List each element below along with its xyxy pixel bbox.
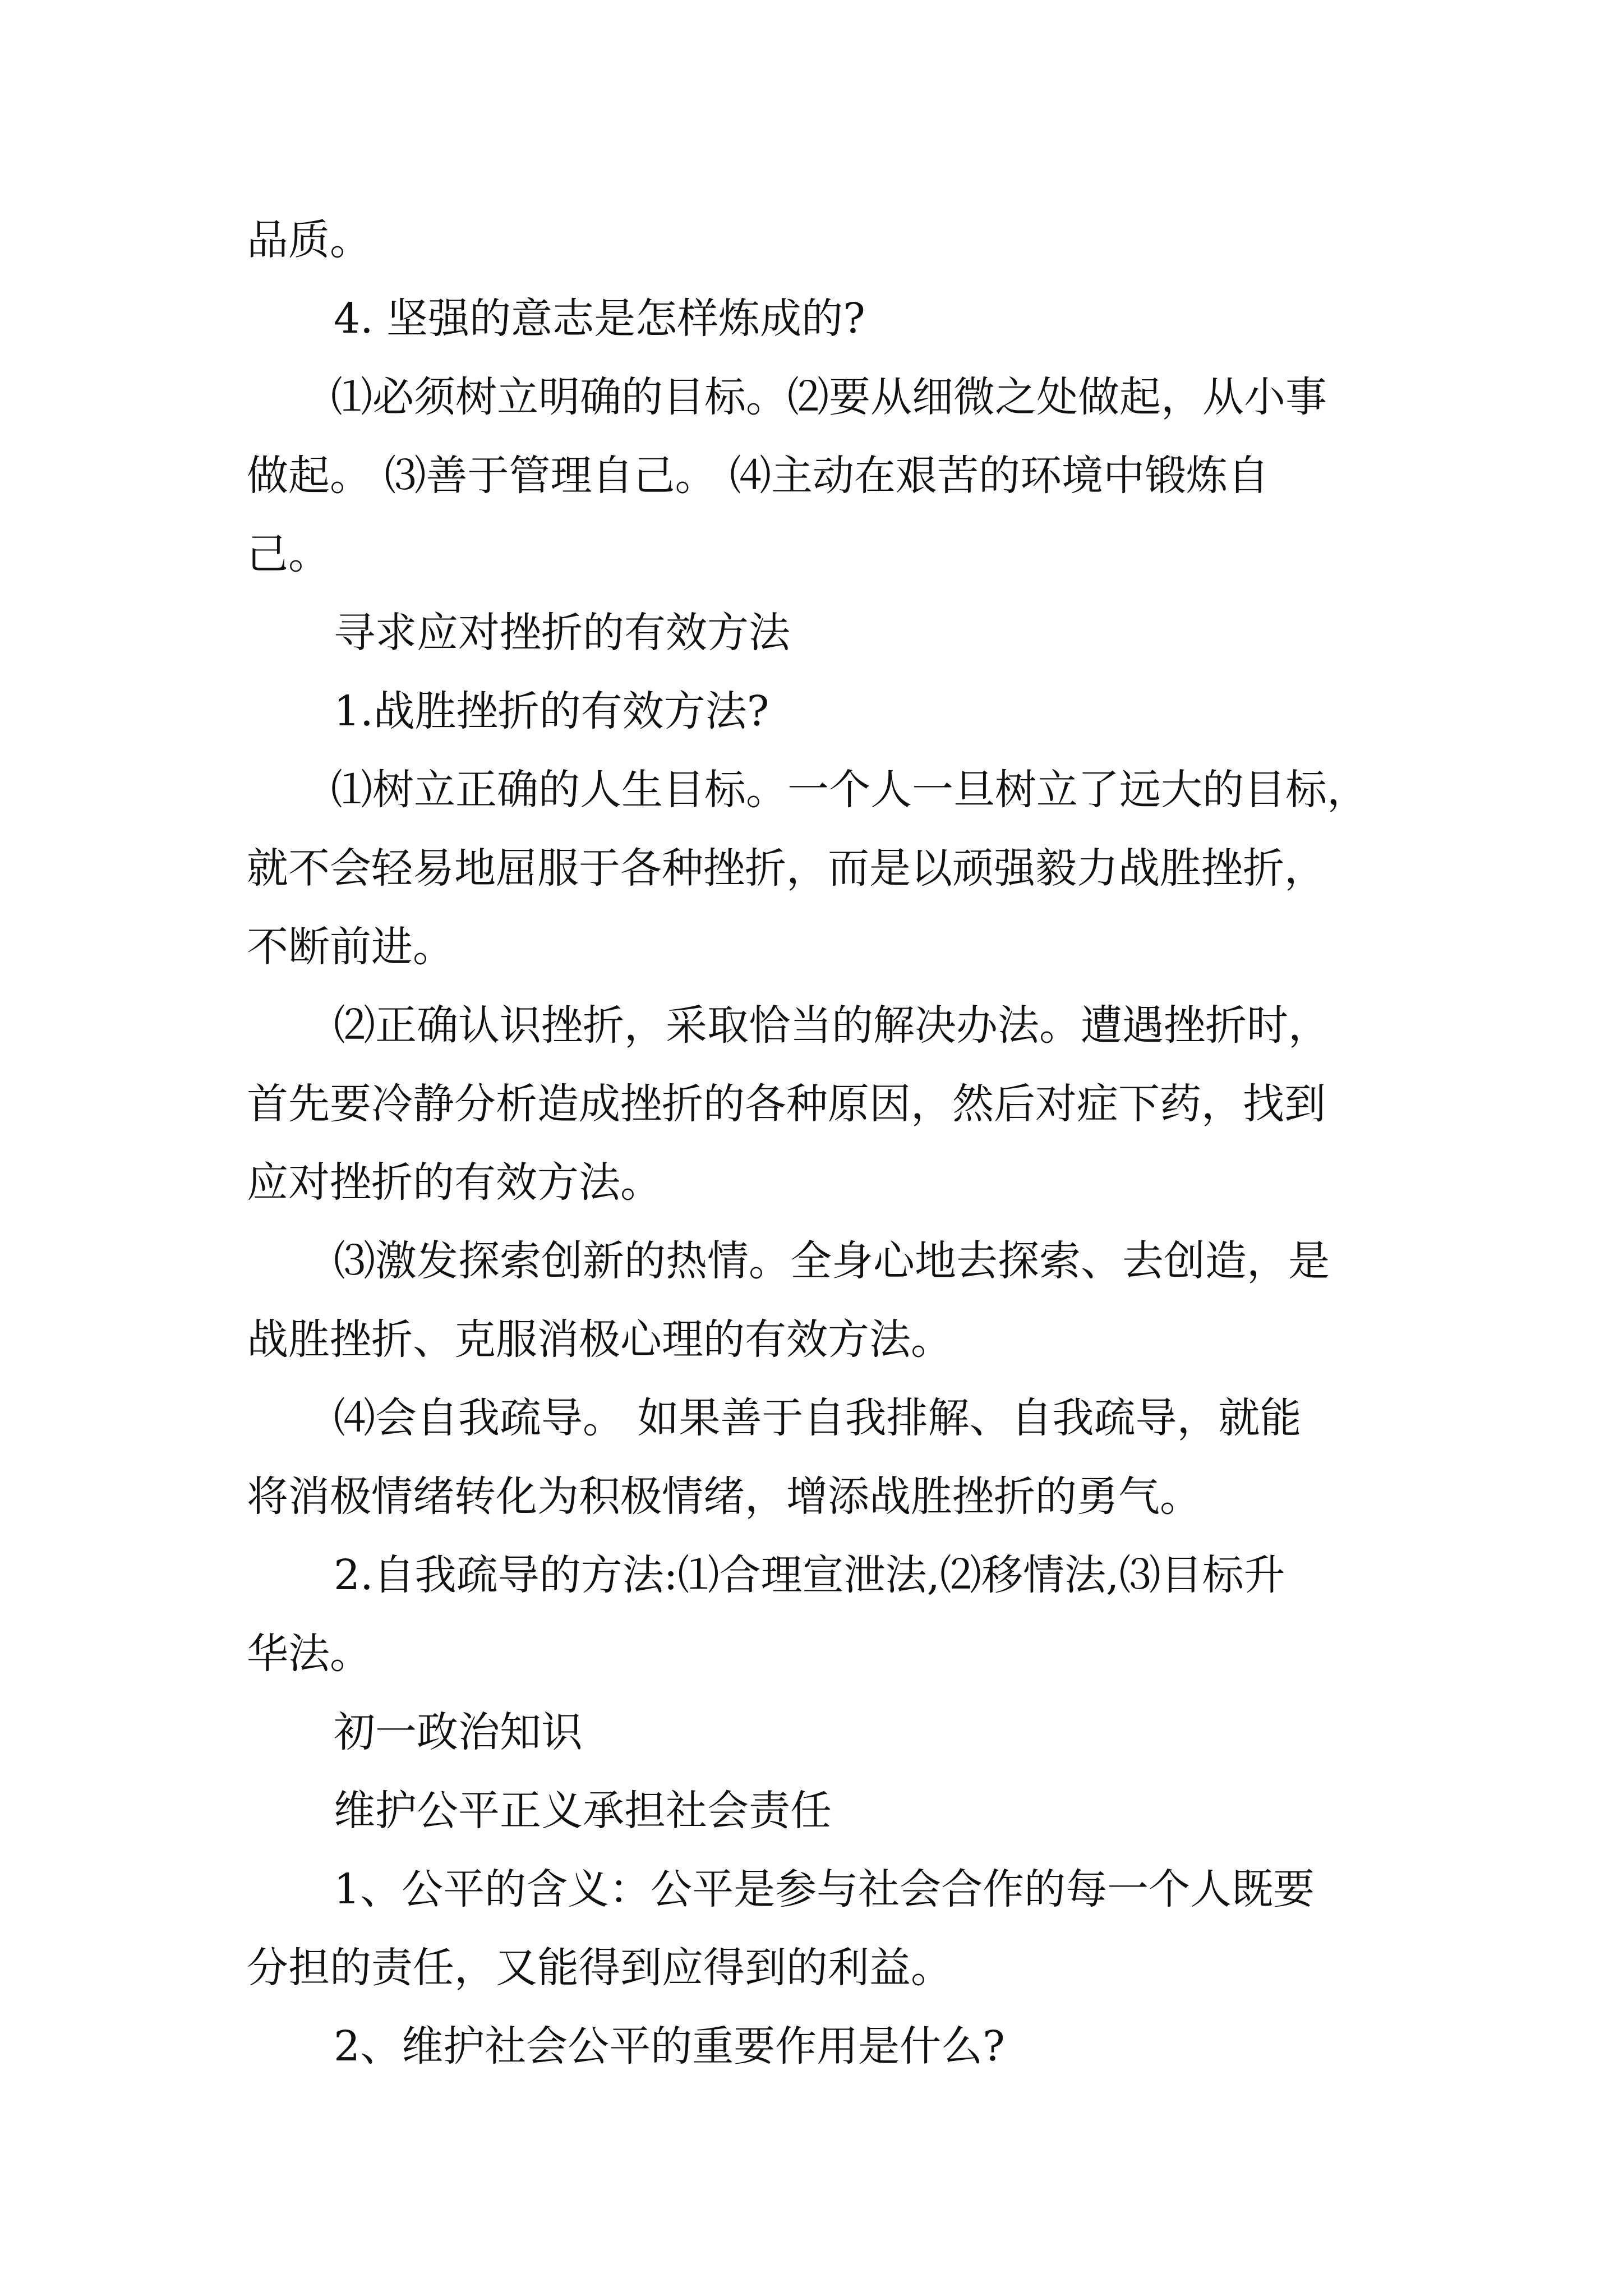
line-text: 战胜挫折、克服消极心理的有效方法。 xyxy=(247,1315,952,1364)
line-text: ⑷会自我疏导。 如果善于自我排解、自我疏导，就能 xyxy=(334,1394,1302,1442)
line-text: 做起。 ⑶善于管理自己。 ⑷主动在艰苦的环境中锻炼自 xyxy=(247,452,1270,500)
line-text: 分担的责任，又能得到应得到的利益。 xyxy=(247,1944,952,1992)
text-line xyxy=(0,1457,1623,1536)
line-text: 2、维护社会公平的重要作用是什么? xyxy=(334,2022,1005,2070)
text-line xyxy=(0,1222,1623,1300)
line-text: 将消极情绪转化为积极情绪，增添战胜挫折的勇气。 xyxy=(247,1473,1201,1521)
line-text: 首先要冷静分析造成挫折的各种原因，然后对症下药，找到 xyxy=(247,1080,1326,1128)
line-text: 1、公平的含义：公平是参与社会合作的每一个人既要 xyxy=(334,1865,1315,1913)
text-line xyxy=(0,201,1623,279)
line-text: 华法。 xyxy=(247,1630,371,1678)
line-text: 就不会轻易地屈服于各种挫折，而是以顽强毅力战胜挫折， xyxy=(247,844,1326,892)
text-line xyxy=(0,279,1623,358)
line-text: 2.自我疏导的方法:⑴合理宣泄法,⑵移情法,⑶目标升 xyxy=(334,1551,1285,1599)
text-line xyxy=(0,1850,1623,1929)
text-line xyxy=(0,436,1623,515)
line-text: 应对挫折的有效方法。 xyxy=(247,1158,662,1207)
line-text: ⑴树立正确的人生目标。一个人一旦树立了远大的目标， xyxy=(331,766,1368,814)
text-line xyxy=(0,515,1623,593)
section-heading xyxy=(0,1772,1623,1850)
text-line xyxy=(0,1614,1623,1693)
line-text: ⑶激发探索创新的热情。全身心地去探索、去创造，是 xyxy=(334,1237,1330,1285)
text-line xyxy=(0,1379,1623,1457)
line-text: 寻求应对挫折的有效方法 xyxy=(334,609,790,657)
line-text: 维护公平正义承担社会责任 xyxy=(334,1787,832,1835)
text-line xyxy=(0,908,1623,986)
line-text: 1.战胜挫折的有效方法? xyxy=(334,687,769,735)
text-line xyxy=(0,1929,1623,2007)
text-line xyxy=(0,829,1623,908)
line-text: ⑴必须树立明确的目标。⑵要从细微之处做起，从小事 xyxy=(331,373,1327,421)
line-text: 不断前进。 xyxy=(247,923,454,971)
text-line xyxy=(0,1143,1623,1222)
line-text: 4. 坚强的意志是怎样炼成的? xyxy=(334,295,865,343)
text-line xyxy=(0,751,1623,829)
text-line xyxy=(0,1300,1623,1379)
text-line xyxy=(0,672,1623,751)
text-line xyxy=(0,986,1623,1065)
text-line xyxy=(0,2007,1623,2086)
text-line xyxy=(0,1065,1623,1143)
text-line xyxy=(0,358,1623,436)
line-text: 品质。 xyxy=(247,216,371,264)
line-text: ⑵正确认识挫折，采取恰当的解决办法。遭遇挫折时， xyxy=(334,1001,1330,1050)
section-heading xyxy=(0,593,1623,672)
text-line xyxy=(0,1536,1623,1614)
line-text: 己。 xyxy=(247,530,330,578)
line-text: 初一政治知识 xyxy=(334,1708,583,1756)
section-heading xyxy=(0,1693,1623,1772)
